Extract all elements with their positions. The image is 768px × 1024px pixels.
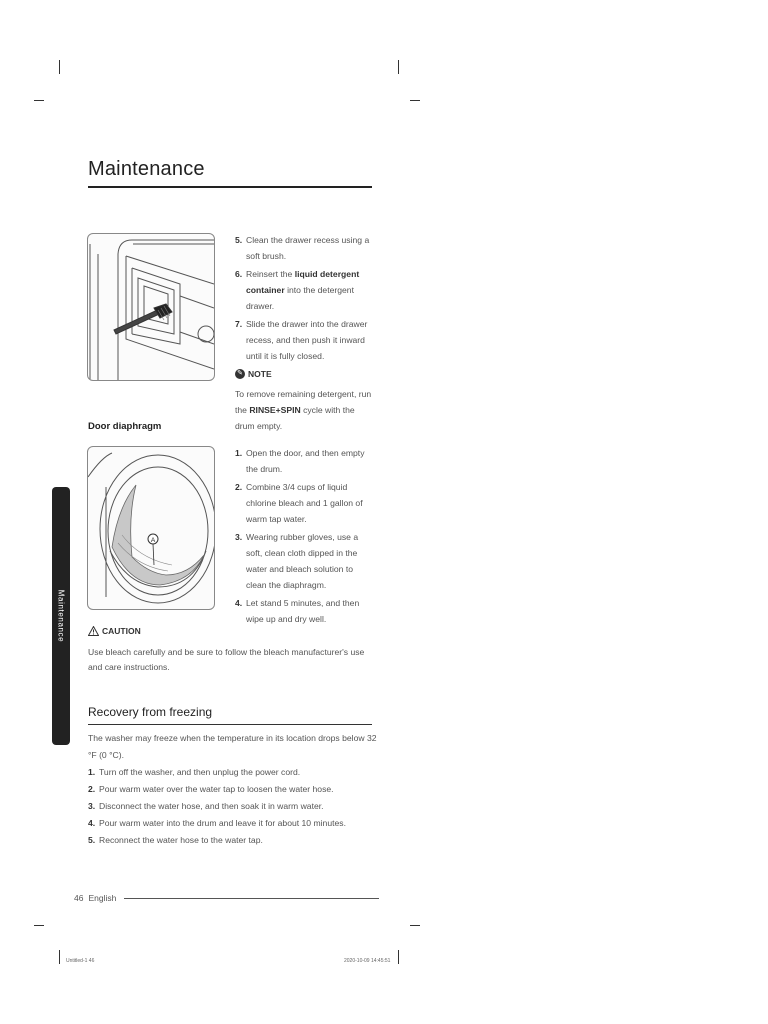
recovery-content	[88, 730, 378, 849]
step-number: 2.	[88, 784, 96, 794]
crop-mark-top-right	[398, 60, 399, 74]
callout-a: A	[150, 537, 156, 544]
step-text: Clean the drawer recess using a soft brush.	[246, 235, 370, 261]
step-number: 3.	[235, 532, 243, 542]
step-text: Wearing rubber gloves, use a soft, clean cloth dipped in the water and bleach solution to clean the diaphragm.	[246, 532, 359, 590]
step-text: Disconnect the water hose, and then soak it in warm water.	[99, 801, 324, 811]
print-mark-left: Untitled-1 46	[66, 958, 95, 964]
recovery-step-2	[88, 781, 378, 798]
caution-text: Use bleach carefully and be sure to follow the bleach manufacturer's use and care instructions.	[88, 647, 365, 672]
step-text: Turn off the washer, and then unplug the power cord.	[99, 767, 301, 777]
step-number: 1.	[235, 448, 243, 458]
step-number: 7.	[235, 319, 243, 329]
note-icon: ✎	[235, 369, 245, 379]
step-text: Combine 3/4 cups of liquid chlorine bleach and 1 gallon of warm tap water.	[246, 482, 363, 524]
note-heading	[235, 366, 375, 382]
crop-mark-bottom-left-h	[34, 925, 44, 926]
caution-label: CAUTION	[102, 626, 141, 636]
crop-mark-bottom-right	[398, 950, 399, 964]
step-text: Pour warm water into the drum and leave it for about 10 minutes.	[99, 818, 346, 828]
step-number: 6.	[235, 269, 243, 279]
recovery-divider	[88, 724, 372, 725]
crop-mark-top-left-h	[34, 100, 44, 101]
step-text-pre: Reinsert the	[246, 269, 295, 279]
footer-rule	[124, 898, 379, 899]
step-number: 3.	[88, 801, 96, 811]
recovery-step-5	[88, 832, 378, 849]
step-text: Let stand 5 minutes, and then wipe up and dry well.	[246, 598, 360, 624]
note-text	[235, 386, 375, 434]
door-step-4	[235, 595, 375, 627]
door-steps	[235, 445, 375, 629]
door-diaphragm-heading: Door diaphragm	[88, 421, 162, 432]
crop-mark-top-left	[59, 60, 60, 74]
door-step-2	[235, 479, 375, 527]
step-number: 2.	[235, 482, 243, 492]
recovery-step-3	[88, 798, 378, 815]
step-text-post: into the detergent drawer.	[246, 285, 354, 311]
drawer-step-6	[235, 266, 375, 314]
drawer-step-5	[235, 232, 375, 264]
step-number: 4.	[235, 598, 243, 608]
door-step-3	[235, 529, 375, 593]
section-side-tab	[52, 487, 70, 745]
step-text: Pour warm water over the water tap to loosen the water hose.	[99, 784, 334, 794]
drawer-illustration	[87, 233, 215, 381]
step-number: 4.	[88, 818, 96, 828]
title-divider	[88, 186, 372, 188]
page-footer	[74, 893, 379, 903]
note-text-post: cycle with the drum empty.	[235, 405, 355, 431]
step-number: 5.	[235, 235, 243, 245]
rinse-spin-term: RINSE+SPIN	[249, 405, 301, 415]
recovery-step-1	[88, 764, 378, 781]
recovery-heading: Recovery from freezing	[88, 705, 213, 719]
crop-mark-bottom-left	[59, 950, 60, 964]
caution-heading	[88, 626, 141, 636]
warning-triangle-icon	[88, 626, 99, 636]
recovery-intro: The washer may freeze when the temperature in its location drops below 32 °F (0 °C).	[88, 733, 377, 760]
print-mark-right: 2020-10-09 14:45:51	[344, 958, 391, 964]
step-text	[246, 266, 375, 314]
step-text: Slide the drawer into the drawer recess, and then push it inward until it is fully closed.	[246, 319, 368, 361]
door-illustration	[87, 446, 215, 610]
step-number: 5.	[88, 835, 96, 845]
page-number: 46	[74, 893, 84, 903]
drawer-step-7	[235, 316, 375, 364]
drawer-steps	[235, 232, 375, 434]
liquid-detergent-container-term: liquid detergent container	[246, 269, 360, 295]
footer-language: English	[88, 893, 117, 903]
step-text: Open the door, and then empty the drum.	[246, 448, 365, 474]
crop-mark-top-right-h	[410, 100, 420, 101]
step-text: Reconnect the water hose to the water tap.	[99, 835, 263, 845]
page-title: Maintenance	[88, 158, 205, 180]
recovery-step-4	[88, 815, 378, 832]
note-text-pre: To remove remaining detergent, run the	[235, 389, 372, 415]
note-label: NOTE	[248, 369, 272, 379]
side-tab-label: Maintenance	[56, 589, 66, 643]
drawer-recess-drawing	[88, 234, 214, 380]
door-step-1	[235, 445, 375, 477]
step-number: 1.	[88, 767, 96, 777]
door-diaphragm-drawing	[88, 447, 214, 609]
crop-mark-bottom-right-h	[410, 925, 420, 926]
